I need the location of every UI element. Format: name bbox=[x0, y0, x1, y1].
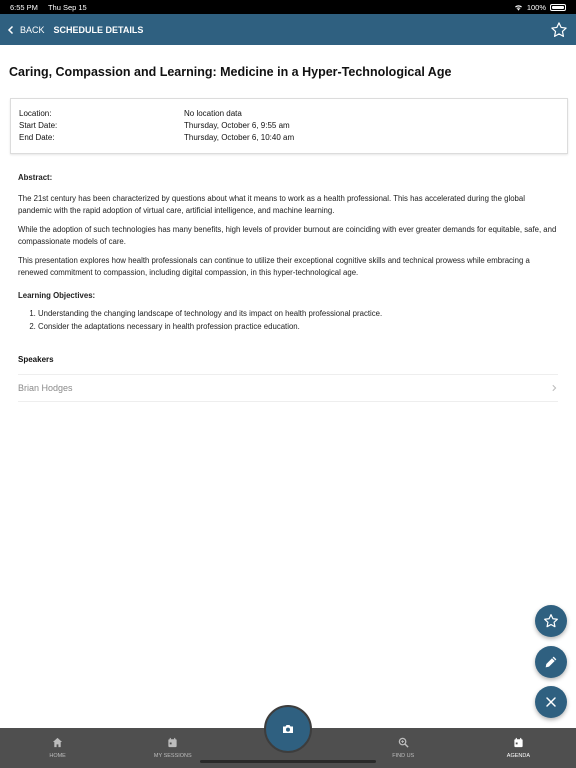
close-icon bbox=[543, 694, 559, 710]
back-button[interactable] bbox=[6, 25, 45, 35]
page-title: Caring, Compassion and Learning: Medicine in a Hyper-Technological Age bbox=[9, 65, 452, 79]
fab-edit-button[interactable] bbox=[535, 646, 567, 678]
start-date-row bbox=[19, 121, 559, 133]
search-icon bbox=[398, 737, 409, 748]
session-description bbox=[18, 172, 558, 333]
fab-favorite-button[interactable] bbox=[535, 605, 567, 637]
wifi-icon bbox=[514, 4, 523, 11]
home-icon bbox=[52, 737, 63, 748]
tab-label: FIND US bbox=[392, 753, 415, 759]
abstract-paragraph: This presentation explores how health professionals can continue to utilize their exceptional cognitive skills and technical prowess while embracing a renewed commitment to compassion, including digital compassion, in this hyper-technological age. bbox=[18, 255, 530, 277]
nav-title: SCHEDULE DETAILS bbox=[53, 24, 144, 35]
battery-icon bbox=[550, 4, 566, 11]
calendar-icon bbox=[167, 737, 178, 748]
objective-item: 1. Understanding the changing landscape of technology and its impact on health professional practice. bbox=[38, 308, 558, 321]
chevron-left-icon bbox=[6, 25, 16, 35]
star-icon bbox=[543, 613, 559, 629]
start-date-value: Thursday, October 6, 9:55 am bbox=[184, 121, 290, 130]
fab-close-button[interactable] bbox=[535, 686, 567, 718]
tab-label: MY SESSIONS bbox=[153, 753, 192, 759]
calendar-icon bbox=[513, 737, 524, 748]
speakers-heading: Speakers bbox=[18, 355, 54, 364]
favorite-button[interactable] bbox=[548, 19, 570, 41]
start-date-label: Start Date: bbox=[19, 121, 58, 130]
camera-button[interactable] bbox=[264, 705, 312, 753]
tab-label: AGENDA bbox=[506, 753, 531, 759]
objectives-list bbox=[18, 308, 558, 333]
tab-agenda[interactable] bbox=[461, 728, 576, 768]
camera-icon bbox=[282, 723, 294, 735]
session-info-card bbox=[10, 98, 568, 154]
objective-item: 2. Consider the adaptations necessary in health profession practice education. bbox=[38, 321, 558, 334]
star-icon bbox=[550, 21, 568, 39]
location-label: Location: bbox=[19, 109, 52, 118]
nav-bar bbox=[0, 14, 576, 45]
end-date-label: End Date: bbox=[19, 133, 55, 142]
tab-home[interactable] bbox=[0, 728, 115, 768]
status-date: Thu Sep 15 bbox=[47, 2, 87, 12]
abstract-heading: Abstract: bbox=[18, 173, 53, 182]
speaker-item[interactable] bbox=[18, 374, 558, 402]
speaker-name: Brian Hodges bbox=[18, 383, 73, 393]
pencil-icon bbox=[543, 654, 559, 670]
location-value: No location data bbox=[184, 109, 242, 118]
status-bar bbox=[0, 0, 576, 14]
abstract-paragraph: While the adoption of such technologies has many benefits, high levels of provider burnout are coinciding with ever greater demands for equitable, safe, and compassionate models of care. bbox=[18, 224, 557, 246]
battery-percent: 100% bbox=[526, 2, 546, 12]
status-time: 6:55 PM bbox=[10, 2, 38, 12]
tab-label: HOME bbox=[49, 753, 66, 759]
abstract-paragraph: The 21st century has been characterized by questions about what it means to work as a health professional. This has accelerated during the global pandemic with the rapid adoption of virtual care, artificial intelligence, and machine learning. bbox=[18, 193, 525, 215]
back-label: BACK bbox=[20, 24, 45, 35]
end-date-value: Thursday, October 6, 10:40 am bbox=[184, 133, 295, 142]
chevron-right-icon bbox=[550, 384, 558, 392]
home-indicator bbox=[200, 760, 376, 763]
objectives-heading: Learning Objectives: bbox=[18, 290, 96, 300]
end-date-row bbox=[19, 133, 559, 145]
location-row bbox=[19, 109, 559, 121]
